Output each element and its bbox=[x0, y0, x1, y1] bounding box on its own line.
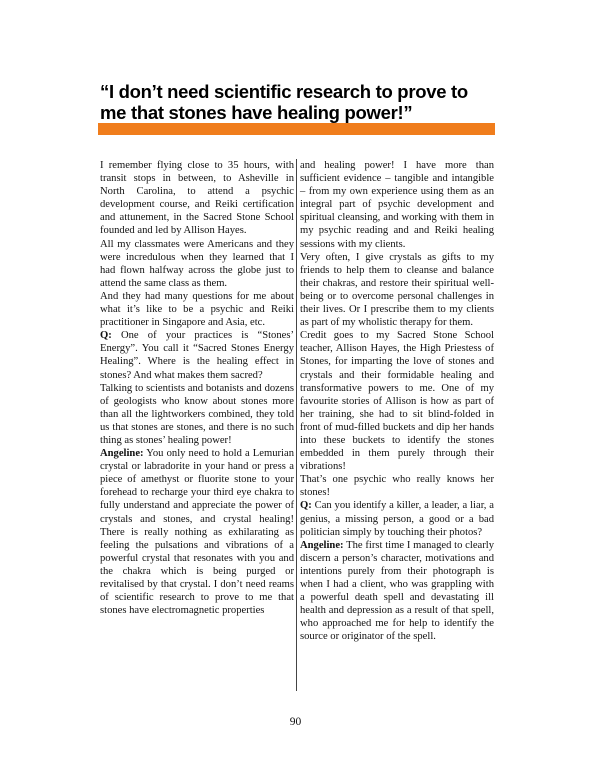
paragraph-text: I remember flying close to 35 hours, with transit stops in between, to Asheville in North Carolina, to attend a psychic development course, and Reiki certification and attunement, in the Sacred Stone School founded and led by Allison Hayes. bbox=[100, 160, 294, 237]
paragraph bbox=[300, 539, 494, 644]
paragraph bbox=[300, 329, 494, 473]
speaker-label: Angeline: bbox=[100, 448, 144, 460]
orange-accent-bar bbox=[98, 123, 495, 135]
paragraph-text: Talking to scientists and botanists and dozens of geologists who know about stones more than all the lightworkers combined, they told us that stones are stones, and there is no such thing as stones’ healing power! bbox=[100, 382, 294, 446]
paragraph bbox=[100, 290, 294, 329]
paragraph-text: Very often, I give crystals as gifts to my friends to help them to cleanse and balance their chakras, and restore their spiritual well-being or to overcome personal challenges in their lives. Or I prescribe them to my clients as part of my wholistic therapy for them. bbox=[300, 251, 494, 329]
speaker-label: Angeline: bbox=[300, 539, 344, 551]
column-divider bbox=[296, 159, 297, 691]
paragraph-text: and healing power! I have more than sufficient evidence – tangible and intangible – from my own experience using them as an integral part of psychic development and spiritual cleansing, and working with them in my psychic reading and and Reiki healing sessions with my clients. bbox=[300, 160, 494, 250]
article-title: “I don’t need scientific research to prove to me that stones have healing power!” bbox=[100, 81, 468, 123]
paragraph-text: And they had many questions for me about what it’s like to be a psychic and Reiki practitioner in Singapore and Asia, etc. bbox=[100, 290, 294, 329]
paragraph bbox=[300, 499, 494, 538]
paragraph-text: All my classmates were Americans and they were incredulous when they learned that I had flown halfway across the globe just to attend the same class as them. bbox=[100, 238, 294, 289]
paragraph bbox=[100, 447, 294, 617]
paragraph bbox=[100, 159, 294, 238]
paragraph bbox=[300, 473, 494, 499]
speaker-label: Q: bbox=[100, 330, 112, 342]
paragraph bbox=[100, 382, 294, 447]
paragraph-text: The first time I managed to clearly discern a person’s character, motivations and intentions purely from their photograph is when I had a client, who was grappling with a powerful death spell and devastating ill health and depression as a result of that spell, who approached me for help to identify the source or originator of the spell. bbox=[300, 539, 494, 643]
paragraph-text: Credit goes to my Sacred Stone School teacher, Allison Hayes, the High Priestess of Stones, for imparting the love of stones and crystals and their formidable healing and transformative powers to me. One of my favourite stories of Allison is how as part of her training, she had to sit blind-folded in front of mud-filled buckets and dip her hands into these buckets to identify the stones embedded in them purely through their vibrations! bbox=[300, 330, 494, 473]
paragraph-text: You only need to hold a Lemurian crystal or labradorite in your hand or press a piece of amethyst or fluorite stone to your forehead to recharge your third eye chakra to fully understand and appreciate the power of crystals and stones, and crystal healing! There is really nothing as exhilarating as feeling the pulsations and vibrations of a powerful crystal that resonates with you and the chakra which is being purged or revitalised by that crystal. I don’t need reams of scientific research to prove to me that stones have electromagnetic properties bbox=[100, 448, 294, 617]
paragraph-text: That’s one psychic who really knows her stones! bbox=[300, 474, 494, 499]
paragraph-text: Can you identify a killer, a leader, a liar, a genius, a missing person, a good or a bad politician simply by touching their photos? bbox=[300, 500, 494, 538]
paragraph bbox=[100, 238, 294, 290]
left-text-column bbox=[100, 159, 294, 617]
speaker-label: Q: bbox=[300, 500, 312, 512]
paragraph bbox=[100, 329, 294, 381]
right-text-column bbox=[300, 159, 494, 643]
page-number: 90 bbox=[289, 716, 302, 728]
paragraph bbox=[300, 251, 494, 330]
paragraph-text: One of your practices is “Stones’ Energy”. You call it “Sacred Stones Energy Healing”. Where is the healing effect in stones? And what makes them sacred? bbox=[100, 330, 294, 381]
paragraph bbox=[300, 159, 494, 251]
